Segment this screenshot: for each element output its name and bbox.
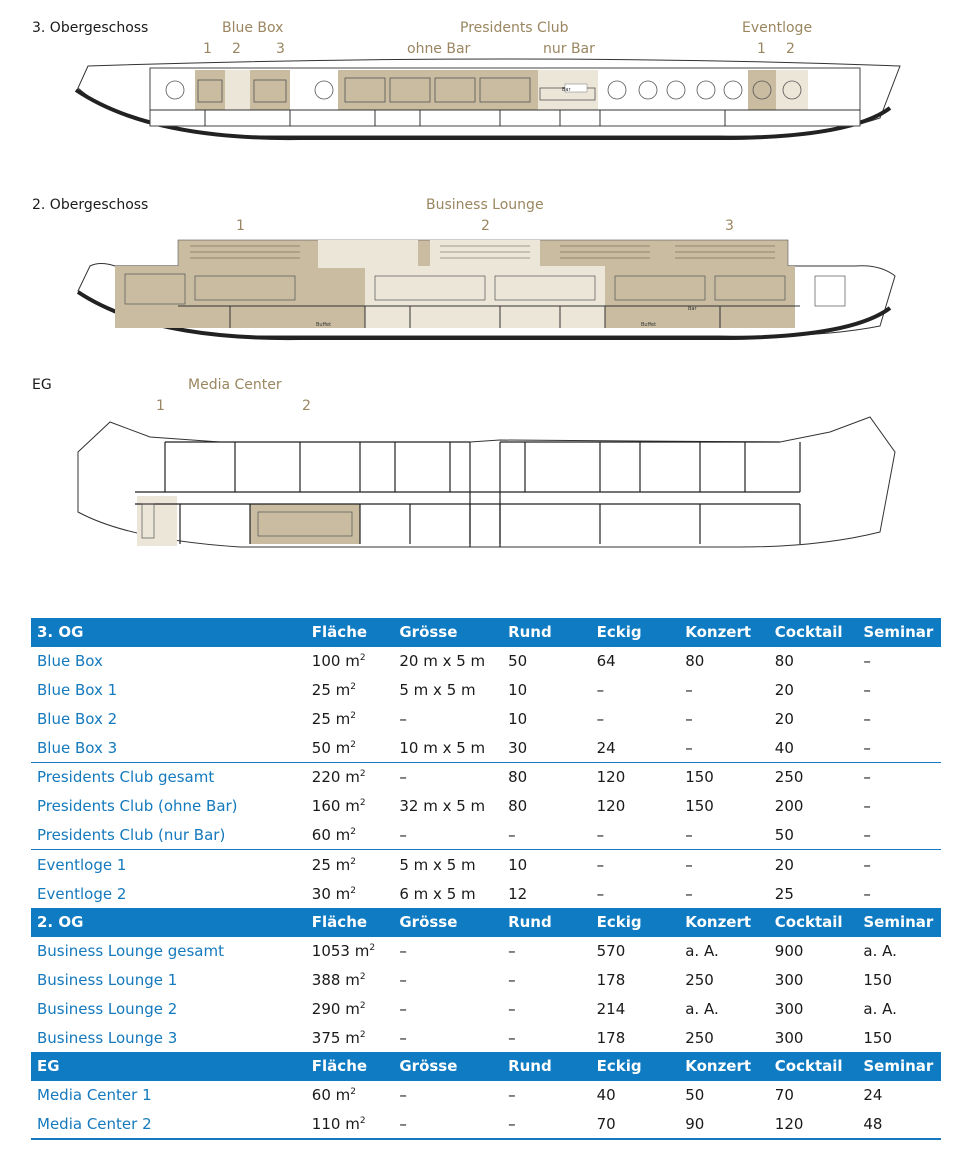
cell-eckig: –	[596, 680, 605, 699]
room-name: Eventloge 1	[31, 850, 306, 879]
table-row	[31, 1110, 941, 1140]
og2-buffet-text-2: Buffet	[641, 322, 657, 328]
cell-cocktail: 300	[774, 1028, 804, 1047]
column-header: Fläche	[306, 908, 394, 937]
cell-cocktail: 900	[774, 942, 804, 961]
column-header: Konzert	[679, 618, 769, 647]
table-row	[31, 994, 941, 1023]
cell-konzert: –	[685, 680, 693, 699]
cell-seminar: –	[863, 709, 871, 728]
room-name: Business Lounge gesamt	[37, 942, 224, 961]
cell-seminar: –	[863, 738, 871, 757]
cell-rund: –	[502, 1110, 591, 1140]
cell-rund: 50	[508, 652, 528, 671]
cell-cocktail: 200	[774, 797, 804, 816]
unit-exponent: 2	[359, 1000, 366, 1011]
unit-exponent: 2	[350, 885, 356, 896]
table-section-header	[31, 1052, 941, 1081]
cell-groesse: –	[399, 970, 407, 989]
table-row	[31, 937, 941, 966]
cell-cocktail: 70	[774, 1086, 794, 1105]
cell-groesse: 20 m x 5 m	[399, 652, 486, 671]
cell-flaeche: 30 $m^2$	[311, 884, 356, 903]
cell-seminar: –	[863, 825, 871, 844]
cell-flaeche: 25 $m^2$	[311, 709, 356, 728]
table-row	[31, 821, 941, 850]
cell-cocktail: 80	[774, 652, 794, 671]
media-center-title: Media Center	[188, 377, 282, 393]
room-name: Business Lounge 3	[37, 1028, 178, 1047]
eventloge-number-1: 1	[757, 41, 766, 57]
cell-eckig: 214	[596, 999, 626, 1018]
cell-flaeche: 290 $m^2$	[311, 999, 366, 1018]
cell-flaeche: 110 $m^2$	[306, 1110, 394, 1140]
room-name: Business Lounge 1	[37, 970, 178, 989]
cell-flaeche: 388 $m^2$	[311, 970, 366, 989]
cell-eckig: 64	[596, 652, 616, 671]
table-row	[31, 1081, 941, 1110]
column-header: Cocktail	[769, 1052, 858, 1081]
cell-groesse: –	[399, 825, 407, 844]
room-name: Presidents Club (ohne Bar)	[37, 797, 238, 816]
column-header: Eckig	[591, 618, 680, 647]
cell-rund: –	[508, 942, 516, 961]
cell-eckig: 70	[591, 1110, 680, 1140]
table-row	[31, 762, 941, 791]
cell-flaeche: 100 $m^2$	[311, 652, 366, 671]
cell-groesse: –	[399, 1028, 407, 1047]
cell-flaeche: 25 $m^2$	[306, 850, 394, 879]
room-name: Blue Box 3	[37, 738, 118, 757]
column-header: Rund	[502, 908, 591, 937]
cell-rund: –	[508, 1086, 516, 1105]
cell-konzert: 80	[685, 652, 705, 671]
cell-cocktail: 250	[769, 762, 858, 791]
business-lounge-number-2: 2	[481, 218, 490, 234]
column-header: Grösse	[393, 908, 502, 937]
cell-seminar: –	[863, 680, 871, 699]
presidents-club-title: Presidents Club	[460, 20, 569, 36]
table-row	[31, 966, 941, 995]
column-header: Rund	[502, 618, 591, 647]
unit-exponent: 2	[359, 1029, 366, 1040]
cell-seminar: 24	[863, 1086, 883, 1105]
room-name: Blue Box	[37, 652, 103, 671]
cell-cocktail: 20	[774, 709, 794, 728]
table-row	[31, 1023, 941, 1052]
cell-cocktail: 300	[774, 999, 804, 1018]
cell-cocktail: 20	[774, 680, 794, 699]
cell-seminar: –	[857, 850, 941, 879]
unit-exponent: 2	[369, 943, 376, 954]
cell-seminar: a. A.	[863, 942, 897, 961]
cell-groesse: –	[399, 709, 407, 728]
column-header: Eckig	[591, 908, 680, 937]
column-header: Fläche	[306, 618, 394, 647]
cell-rund: 10	[508, 680, 528, 699]
blue-box-title: Blue Box	[222, 20, 284, 36]
cell-rund: 10	[502, 850, 591, 879]
cell-eckig: –	[591, 850, 680, 879]
room-name: Eventloge 2	[37, 884, 127, 903]
unit-exponent: 2	[350, 856, 356, 867]
section-title: 2. OG	[31, 908, 306, 937]
cell-konzert: –	[685, 738, 693, 757]
section-title: 3. OG	[31, 618, 306, 647]
column-header: Konzert	[679, 1052, 769, 1081]
capacity-table	[31, 618, 941, 1140]
cell-eckig: 40	[596, 1086, 616, 1105]
cell-groesse: –	[399, 999, 407, 1018]
cell-eckig: –	[596, 825, 605, 844]
cell-flaeche: 160 $m^2$	[311, 797, 366, 816]
cell-flaeche: 1053 $m^2$	[311, 942, 376, 961]
cell-flaeche: 60 $m^2$	[311, 825, 356, 844]
room-name: Blue Box 2	[37, 709, 118, 728]
presidents-club-nur-bar: nur Bar	[543, 41, 595, 57]
column-header: Rund	[502, 1052, 591, 1081]
table-row	[31, 879, 941, 908]
cell-seminar: 48	[857, 1110, 941, 1140]
cell-eckig: –	[596, 884, 605, 903]
cell-konzert: 250	[685, 970, 714, 989]
column-header: Eckig	[591, 1052, 680, 1081]
table-row	[31, 792, 941, 821]
column-header: Cocktail	[769, 618, 858, 647]
cell-eckig: –	[596, 709, 605, 728]
cell-seminar: –	[863, 884, 871, 903]
cell-flaeche: 50 $m^2$	[311, 738, 356, 757]
presidents-club-ohne-bar: ohne Bar	[407, 41, 471, 57]
column-header: Konzert	[679, 908, 769, 937]
cell-cocktail: 25	[774, 884, 794, 903]
cell-konzert: –	[685, 884, 693, 903]
cell-rund: –	[508, 1028, 516, 1047]
cell-rund: –	[508, 825, 516, 844]
cell-rund: 30	[508, 738, 528, 757]
cell-flaeche: 60 $m^2$	[311, 1086, 356, 1105]
floor-label-og3: 3. Obergeschoss	[32, 20, 149, 36]
floor-plan-eg	[0, 412, 970, 562]
unit-exponent: 2	[350, 710, 356, 721]
room-name: Media Center 1	[37, 1086, 152, 1105]
cell-cocktail: 40	[774, 738, 794, 757]
cell-groesse: –	[399, 942, 407, 961]
room-name: Blue Box 1	[37, 680, 118, 699]
cell-eckig: 120	[596, 797, 626, 816]
floor-plan-og2	[0, 236, 970, 346]
unit-exponent: 2	[350, 739, 356, 750]
unit-exponent: 2	[350, 826, 356, 837]
cell-seminar: 150	[863, 970, 893, 989]
column-header: Seminar	[857, 618, 941, 647]
column-header: Seminar	[857, 1052, 941, 1081]
unit-exponent: 2	[359, 971, 366, 982]
room-name: Media Center 2	[31, 1110, 306, 1140]
eventloge-title: Eventloge	[742, 20, 813, 36]
blue-box-number-1: 1	[203, 41, 212, 57]
section-title: EG	[31, 1052, 306, 1081]
cell-konzert: a. A.	[685, 942, 719, 961]
business-lounge-number-3: 3	[725, 218, 734, 234]
og2-buffet-text-1: Buffet	[316, 322, 332, 328]
cell-eckig: 120	[591, 762, 680, 791]
cell-konzert: 250	[685, 1028, 714, 1047]
cell-konzert: a. A.	[685, 999, 719, 1018]
business-lounge-number-1: 1	[236, 218, 245, 234]
room-name: Presidents Club gesamt	[31, 762, 306, 791]
table-row	[31, 704, 941, 733]
cell-groesse: 10 m x 5 m	[399, 738, 486, 757]
column-header: Seminar	[857, 908, 941, 937]
cell-konzert: 150	[679, 762, 769, 791]
cell-seminar: a. A.	[863, 999, 897, 1018]
unit-exponent: 2	[359, 769, 366, 780]
cell-groesse: –	[393, 762, 502, 791]
eventloge-number-2: 2	[786, 41, 795, 57]
cell-eckig: 178	[596, 1028, 626, 1047]
cell-konzert: 150	[685, 797, 714, 816]
media-center-number-2: 2	[302, 398, 311, 414]
blue-box-number-2: 2	[232, 41, 241, 57]
table-row	[31, 733, 941, 762]
column-header: Cocktail	[769, 908, 858, 937]
unit-exponent: 2	[350, 681, 356, 692]
cell-cocktail: 120	[769, 1110, 858, 1140]
cell-konzert: –	[685, 825, 693, 844]
cell-eckig: 570	[596, 942, 626, 961]
room-name: Presidents Club (nur Bar)	[37, 825, 226, 844]
table-row	[31, 676, 941, 705]
column-header: Grösse	[393, 618, 502, 647]
cell-konzert: –	[685, 709, 693, 728]
cell-konzert: 90	[679, 1110, 769, 1140]
og3-bar-text: Bar	[562, 87, 571, 93]
floor-plan-og3	[0, 58, 970, 148]
cell-seminar: 150	[863, 1028, 893, 1047]
unit-exponent: 2	[359, 1115, 366, 1126]
og2-bar-text: Bar	[688, 306, 697, 312]
cell-rund: 80	[508, 797, 528, 816]
cell-rund: 80	[502, 762, 591, 791]
unit-exponent: 2	[359, 653, 366, 664]
cell-rund: –	[508, 970, 516, 989]
cell-cocktail: 300	[774, 970, 804, 989]
table-row	[31, 850, 941, 879]
cell-eckig: 178	[596, 970, 626, 989]
cell-cocktail: 50	[774, 825, 794, 844]
cell-seminar: –	[863, 652, 871, 671]
table-row	[31, 647, 941, 676]
business-lounge-title: Business Lounge	[426, 197, 544, 213]
cell-groesse: 6 m x 5 m	[399, 884, 476, 903]
blue-box-number-3: 3	[276, 41, 285, 57]
cell-groesse: –	[399, 1086, 407, 1105]
cell-konzert: –	[679, 850, 769, 879]
cell-rund: 12	[508, 884, 528, 903]
cell-seminar: –	[863, 797, 871, 816]
cell-eckig: 24	[596, 738, 616, 757]
cell-rund: –	[508, 999, 516, 1018]
cell-groesse: 5 m x 5 m	[399, 680, 476, 699]
media-center-number-1: 1	[156, 398, 165, 414]
unit-exponent: 2	[359, 798, 366, 809]
column-header: Fläche	[306, 1052, 394, 1081]
cell-cocktail: 20	[769, 850, 858, 879]
cell-groesse: 32 m x 5 m	[399, 797, 486, 816]
table-section-header	[31, 908, 941, 937]
cell-flaeche: 25 $m^2$	[311, 680, 356, 699]
cell-konzert: 50	[685, 1086, 705, 1105]
cell-flaeche: 375 $m^2$	[311, 1028, 366, 1047]
floor-label-og2: 2. Obergeschoss	[32, 197, 149, 213]
cell-seminar: –	[857, 762, 941, 791]
unit-exponent: 2	[350, 1087, 356, 1098]
table-section-header	[31, 618, 941, 647]
cell-rund: 10	[508, 709, 528, 728]
cell-groesse: 5 m x 5 m	[393, 850, 502, 879]
floor-label-eg: EG	[32, 377, 52, 393]
cell-groesse: –	[393, 1110, 502, 1140]
room-name: Business Lounge 2	[37, 999, 178, 1018]
cell-flaeche: 220 $m^2$	[306, 762, 394, 791]
column-header: Grösse	[393, 1052, 502, 1081]
